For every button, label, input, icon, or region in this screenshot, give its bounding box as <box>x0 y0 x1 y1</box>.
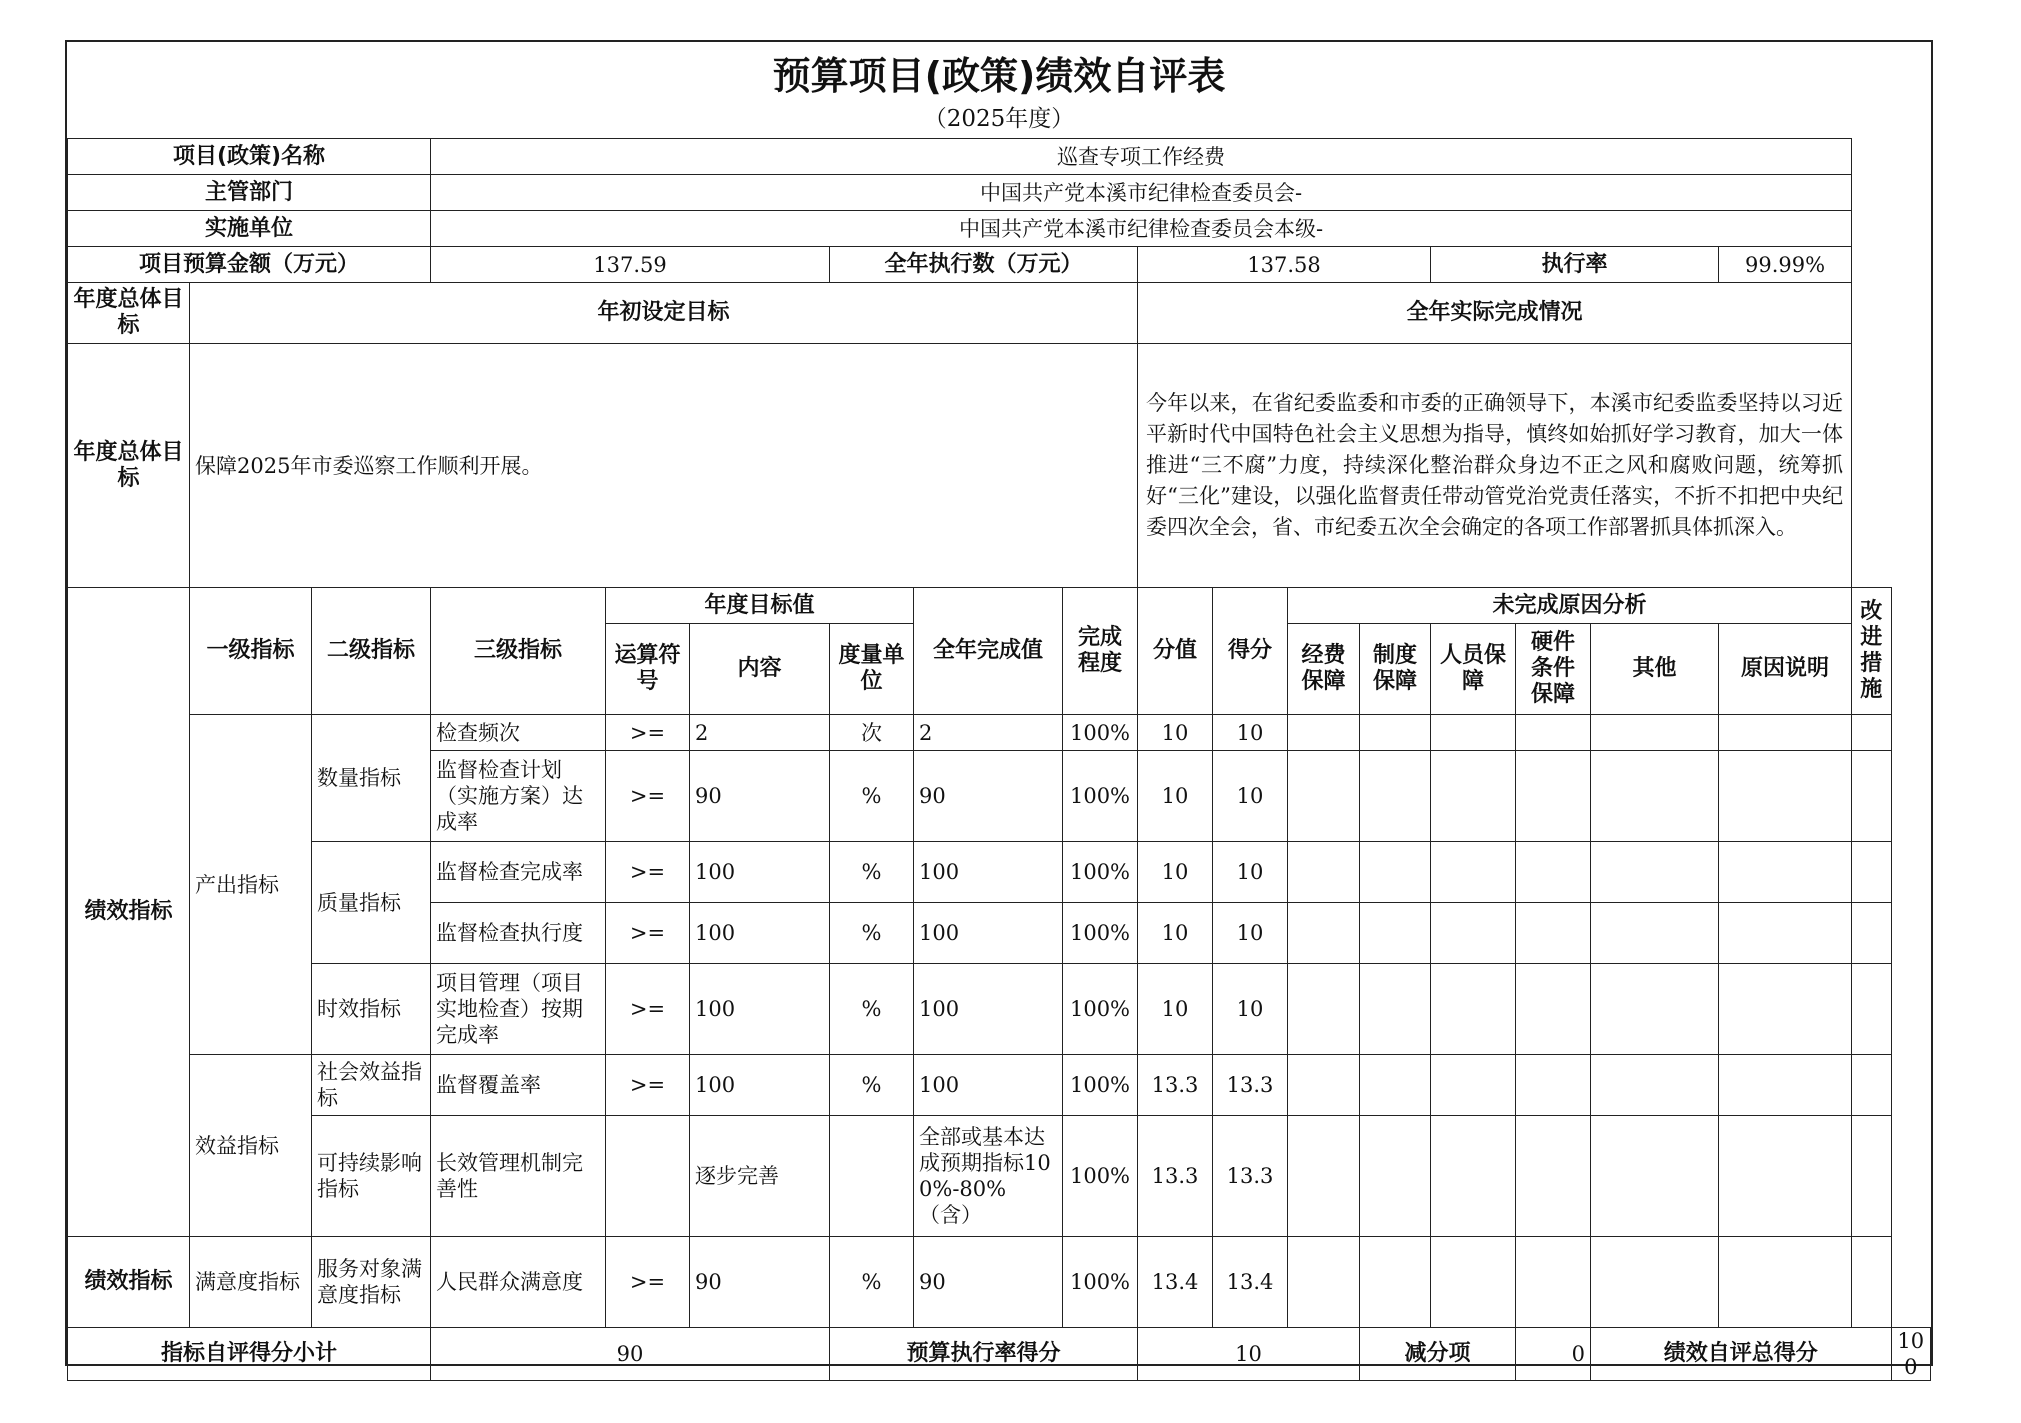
table-row <box>68 842 1931 903</box>
improvement-cell <box>1852 903 1891 964</box>
reason-cell <box>1591 842 1719 903</box>
completion-cell: 100% <box>1063 715 1138 751</box>
reason-cell <box>1431 1116 1516 1237</box>
reason-cell <box>1719 903 1852 964</box>
info-row-budget <box>68 247 1931 283</box>
unit-cell: 次 <box>830 715 914 751</box>
actual-cell: 90 <box>914 1237 1063 1328</box>
department-label: 主管部门 <box>68 175 431 211</box>
reason-cell <box>1516 751 1591 842</box>
execution-rate-label: 执行率 <box>1431 247 1719 283</box>
level3-cell: 长效管理机制完善性 <box>431 1116 606 1237</box>
operator-cell: >= <box>606 751 690 842</box>
group-quality: 质量指标 <box>312 842 431 964</box>
reason-cell <box>1431 751 1516 842</box>
reason-cell <box>1719 715 1852 751</box>
level3-cell: 监督检查执行度 <box>431 903 606 964</box>
reason-cell <box>1516 715 1591 751</box>
reason-cell <box>1288 715 1360 751</box>
goals-content-row <box>68 344 1931 588</box>
reason-cell <box>1288 1055 1360 1116</box>
score-cell: 10 <box>1213 842 1288 903</box>
reason-cell <box>1516 1237 1591 1328</box>
unit-cell: % <box>830 1237 914 1328</box>
actual-completion-header: 全年实际完成情况 <box>1138 283 1852 344</box>
group-sustainability: 可持续影响指标 <box>312 1116 431 1237</box>
indicator-header-row-1 <box>68 588 1931 624</box>
completion-cell: 100% <box>1063 751 1138 842</box>
operator-cell <box>606 1116 690 1237</box>
actual-cell: 2 <box>914 715 1063 751</box>
actual-value-header: 全年完成值 <box>914 588 1063 715</box>
score-cell: 13.4 <box>1213 1237 1288 1328</box>
goals-row-label-top: 年度总体目标 <box>68 283 190 344</box>
level3-cell: 监督覆盖率 <box>431 1055 606 1116</box>
score-value-header: 分值 <box>1138 588 1213 715</box>
annual-target-header: 年度目标值 <box>606 588 914 624</box>
reason-cell <box>1360 751 1431 842</box>
content-cell: 90 <box>690 751 830 842</box>
project-name-value: 巡查专项工作经费 <box>431 139 1852 175</box>
reason-cell <box>1516 964 1591 1055</box>
level3-cell: 人民群众满意度 <box>431 1237 606 1328</box>
level3-cell: 监督检查完成率 <box>431 842 606 903</box>
level3-cell: 项目管理（项目实地检查）按期完成率 <box>431 964 606 1055</box>
unit-cell: % <box>830 842 914 903</box>
deduction-label: 减分项 <box>1360 1328 1516 1381</box>
score-value-cell: 10 <box>1138 751 1213 842</box>
level2-header: 二级指标 <box>312 588 431 715</box>
level1-header: 一级指标 <box>190 588 312 715</box>
reason-cell <box>1360 903 1431 964</box>
score-cell: 10 <box>1213 751 1288 842</box>
budget-execution-score-label: 预算执行率得分 <box>830 1328 1138 1381</box>
budget-amount-value: 137.59 <box>431 247 830 283</box>
info-row-name <box>68 139 1931 175</box>
completion-cell: 100% <box>1063 1116 1138 1237</box>
footer-row <box>68 1328 1931 1381</box>
improvement-cell <box>1852 715 1891 751</box>
initial-goal-header: 年初设定目标 <box>190 283 1138 344</box>
score-value-cell: 10 <box>1138 964 1213 1055</box>
implementing-unit-value: 中国共产党本溪市纪律检查委员会本级- <box>431 211 1852 247</box>
operator-cell: >= <box>606 903 690 964</box>
reason-cell <box>1360 842 1431 903</box>
operator-cell: >= <box>606 715 690 751</box>
reason-cell <box>1288 842 1360 903</box>
unit-header: 度量单位 <box>830 624 914 715</box>
reason-cell <box>1360 715 1431 751</box>
level3-cell: 检查频次 <box>431 715 606 751</box>
actual-cell: 100 <box>914 842 1063 903</box>
goals-header-row <box>68 283 1931 344</box>
reason-cell <box>1719 964 1852 1055</box>
score-value-cell: 10 <box>1138 715 1213 751</box>
group-social: 社会效益指标 <box>312 1055 431 1116</box>
reason-cell <box>1591 1055 1719 1116</box>
reason-cell <box>1360 1237 1431 1328</box>
level3-header: 三级指标 <box>431 588 606 715</box>
group-benefit: 效益指标 <box>190 1055 312 1237</box>
reason-cell <box>1431 1055 1516 1116</box>
completion-degree-header: 完成程度 <box>1063 588 1138 715</box>
score-value-cell: 13.4 <box>1138 1237 1213 1328</box>
actual-cell: 90 <box>914 751 1063 842</box>
reason-cell <box>1591 751 1719 842</box>
performance-indicators-label: 绩效指标 <box>68 588 190 1237</box>
page-title: 预算项目(政策)绩效自评表 <box>772 54 1226 98</box>
content-cell: 逐步完善 <box>690 1116 830 1237</box>
evaluation-table <box>67 138 1931 1381</box>
reason-funding-header: 经费保障 <box>1288 624 1360 715</box>
unit-cell: % <box>830 903 914 964</box>
reason-cell <box>1288 1116 1360 1237</box>
reason-cell <box>1431 964 1516 1055</box>
reason-cell <box>1431 842 1516 903</box>
reason-cell <box>1591 903 1719 964</box>
content-cell: 100 <box>690 1055 830 1116</box>
content-cell: 90 <box>690 1237 830 1328</box>
score-header: 得分 <box>1213 588 1288 715</box>
group-output: 产出指标 <box>190 715 312 1055</box>
score-value-cell: 10 <box>1138 842 1213 903</box>
improvement-cell <box>1852 1237 1891 1328</box>
score-cell: 13.3 <box>1213 1116 1288 1237</box>
reason-cell <box>1719 751 1852 842</box>
subtotal-label: 指标自评得分小计 <box>68 1328 431 1381</box>
group-satisfaction: 满意度指标 <box>190 1237 312 1328</box>
performance-indicators-label-2: 绩效指标 <box>68 1237 190 1328</box>
reason-cell <box>1591 1237 1719 1328</box>
table-row <box>68 1055 1931 1116</box>
reason-cell <box>1288 1237 1360 1328</box>
reason-note-header: 原因说明 <box>1719 624 1852 715</box>
score-cell: 10 <box>1213 903 1288 964</box>
reason-cell <box>1719 1237 1852 1328</box>
reason-hardware-header: 硬件条件保障 <box>1516 624 1591 715</box>
reason-cell <box>1516 1116 1591 1237</box>
subtotal-value: 90 <box>431 1328 830 1381</box>
score-cell: 13.3 <box>1213 1055 1288 1116</box>
reason-cell <box>1360 1055 1431 1116</box>
reason-cell <box>1360 964 1431 1055</box>
improvement-cell <box>1852 964 1891 1055</box>
executed-amount-label: 全年执行数（万元） <box>830 247 1138 283</box>
reason-cell <box>1516 1055 1591 1116</box>
completion-cell: 100% <box>1063 1055 1138 1116</box>
score-cell: 10 <box>1213 715 1288 751</box>
improvement-cell <box>1852 842 1891 903</box>
reason-cell <box>1591 964 1719 1055</box>
operator-cell: >= <box>606 1237 690 1328</box>
score-value-cell: 13.3 <box>1138 1055 1213 1116</box>
reason-cell <box>1516 842 1591 903</box>
total-score-label: 绩效自评总得分 <box>1591 1328 1892 1381</box>
reason-cell <box>1360 1116 1431 1237</box>
reason-cell <box>1719 842 1852 903</box>
improvement-header: 改进措施 <box>1852 588 1891 715</box>
actual-cell: 全部或基本达成预期指标100%-80%（含） <box>914 1116 1063 1237</box>
unit-cell: % <box>830 964 914 1055</box>
info-row-dept <box>68 175 1931 211</box>
reason-cell <box>1431 715 1516 751</box>
content-header: 内容 <box>690 624 830 715</box>
completion-cell: 100% <box>1063 842 1138 903</box>
content-cell: 100 <box>690 964 830 1055</box>
execution-rate-value: 99.99% <box>1719 247 1852 283</box>
reason-cell <box>1288 751 1360 842</box>
group-quantity: 数量指标 <box>312 715 431 842</box>
content-cell: 100 <box>690 903 830 964</box>
operator-cell: >= <box>606 964 690 1055</box>
goals-row-label: 年度总体目标 <box>68 344 190 588</box>
operator-cell: >= <box>606 1055 690 1116</box>
table-row <box>68 1237 1931 1328</box>
reason-cell <box>1591 715 1719 751</box>
unit-cell: % <box>830 751 914 842</box>
level3-cell: 监督检查计划（实施方案）达成率 <box>431 751 606 842</box>
reason-system-header: 制度保障 <box>1360 624 1431 715</box>
group-timeliness: 时效指标 <box>312 964 431 1055</box>
info-row-unit <box>68 211 1931 247</box>
reason-cell <box>1288 964 1360 1055</box>
score-cell: 10 <box>1213 964 1288 1055</box>
completion-cell: 100% <box>1063 903 1138 964</box>
unit-cell: % <box>830 1055 914 1116</box>
actual-cell: 100 <box>914 1055 1063 1116</box>
improvement-cell <box>1852 1116 1891 1237</box>
reason-cell <box>1288 903 1360 964</box>
department-value: 中国共产党本溪市纪律检查委员会- <box>431 175 1852 211</box>
page-subtitle: （2025年度） <box>923 106 1075 132</box>
initial-goal-text: 保障2025年市委巡察工作顺利开展。 <box>190 344 1138 588</box>
budget-execution-score-value: 10 <box>1138 1328 1360 1381</box>
performance-self-evaluation-form <box>65 40 1933 1379</box>
content-cell: 100 <box>690 842 830 903</box>
improvement-cell <box>1852 1055 1891 1116</box>
actual-cell: 100 <box>914 903 1063 964</box>
implementing-unit-label: 实施单位 <box>68 211 431 247</box>
score-value-cell: 13.3 <box>1138 1116 1213 1237</box>
score-value-cell: 10 <box>1138 903 1213 964</box>
reason-other-header: 其他 <box>1591 624 1719 715</box>
completion-cell: 100% <box>1063 1237 1138 1328</box>
budget-amount-label: 项目预算金额（万元） <box>68 247 431 283</box>
executed-amount-value: 137.58 <box>1138 247 1431 283</box>
table-row <box>68 1116 1931 1237</box>
improvement-cell <box>1852 751 1891 842</box>
group-service: 服务对象满意度指标 <box>312 1237 431 1328</box>
content-cell: 2 <box>690 715 830 751</box>
reason-cell <box>1516 903 1591 964</box>
unit-cell <box>830 1116 914 1237</box>
reason-analysis-header: 未完成原因分析 <box>1288 588 1852 624</box>
actual-completion-text: 今年以来，在省纪委监委和市委的正确领导下，本溪市纪委监委坚持以习近平新时代中国特色社会主义思想为指导，慎终如始抓好学习教育，加大一体推进“三不腐”力度，持续深化整治群众身边不正之风和腐败问题，统筹抓好“三化”建设，以强化监督责任带动管党治党责任落实，不折不扣把中央纪委四次全会，省、市纪委五次全会确定的各项工作部署抓具体抓深入。 <box>1138 344 1852 588</box>
reason-staff-header: 人员保障 <box>1431 624 1516 715</box>
table-row <box>68 715 1931 751</box>
operator-header: 运算符号 <box>606 624 690 715</box>
reason-cell <box>1591 1116 1719 1237</box>
reason-cell <box>1431 1237 1516 1328</box>
reason-cell <box>1431 903 1516 964</box>
total-score-value: 100 <box>1891 1328 1930 1381</box>
actual-cell: 100 <box>914 964 1063 1055</box>
reason-cell <box>1719 1055 1852 1116</box>
reason-cell <box>1719 1116 1852 1237</box>
project-name-label: 项目(政策)名称 <box>68 139 431 175</box>
operator-cell: >= <box>606 842 690 903</box>
table-row <box>68 964 1931 1055</box>
completion-cell: 100% <box>1063 964 1138 1055</box>
deduction-value: 0 <box>1516 1328 1591 1381</box>
